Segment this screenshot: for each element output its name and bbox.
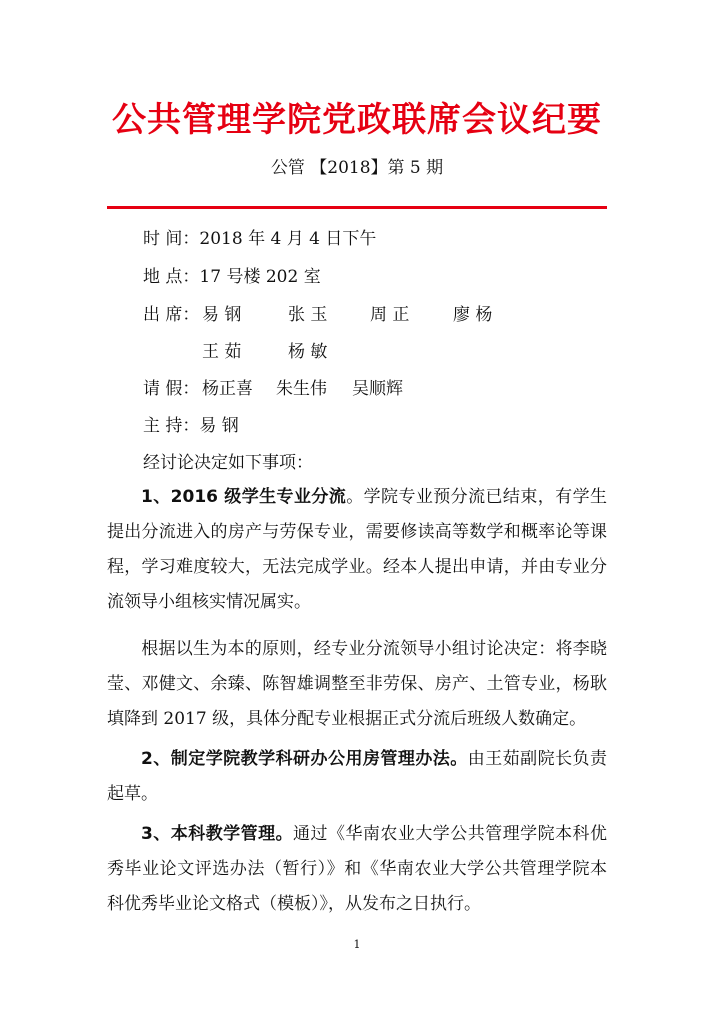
attendee-name: 周 正 [370,305,410,325]
item-text: 根据以生为本的原则，经专业分流领导小组讨论决定：将李晓莹、邓健文、余臻、陈智雄调整至非劳保、房产、土管专业，杨耿填降到 2017 级，具体分配专业根据正式分流后班级人数确定。 [107,639,607,729]
leave-label: 请 假： [143,379,200,399]
item-heading: 3、本科教学管理。 [141,824,294,844]
item-paragraph [107,480,607,620]
attendee-name: 王 茹 [202,342,242,362]
red-divider-line [107,206,607,209]
host-row [143,415,239,437]
leave-name: 吴顺辉 [352,379,403,399]
item-paragraph [107,632,607,737]
intro-line: 经讨论决定如下事项： [143,453,313,473]
place-value: 17 号楼 202 室 [199,267,321,287]
attendee-name: 易 钢 [202,305,242,325]
item-text: 通过《华南农业大学公共管理学院本科优秀毕业论文评选办法（暂行）》和《华南农业大学公共管理学院本科优秀毕业论文格式（模板）》，从发布之日执行。 [107,824,607,914]
item-heading: 2、制定学院教学科研办公用房管理办法。 [141,749,468,769]
attendee-name: 杨 敏 [288,342,328,362]
leave-name: 杨正喜 [202,379,253,399]
document-number: 公管 【2018】第 5 期 [270,158,444,178]
document-title: 公共管理学院党政联席会议纪要 [112,100,602,140]
host-value: 易 钢 [199,416,239,436]
attend-label: 出 席： [143,305,200,325]
item-text: 由王茹副院长负责起草。 [107,749,608,804]
time-value: 2018 年 4 月 4 日下午 [199,229,377,249]
item-paragraph [107,742,607,812]
host-label: 主 持： [143,416,200,436]
leave-name: 朱生伟 [276,379,327,399]
item-heading: 1、2016 级学生专业分流 [141,487,347,507]
attendee-name: 廖 杨 [453,305,493,325]
page-number: 1 [353,938,361,951]
place-label: 地 点： [143,267,200,287]
time-label: 时 间： [143,229,200,249]
item-text: 。学院专业预分流已结束，有学生提出分流进入的房产与劳保专业，需要修读高等数学和概率论等课程，学习难度较大，无法完成学业。经本人提出申请，并由专业分流领导小组核实情况属实。 [107,487,607,612]
item-paragraph [107,817,607,922]
time-row [143,228,376,250]
attendee-name: 张 玉 [288,305,328,325]
place-row [143,266,321,288]
